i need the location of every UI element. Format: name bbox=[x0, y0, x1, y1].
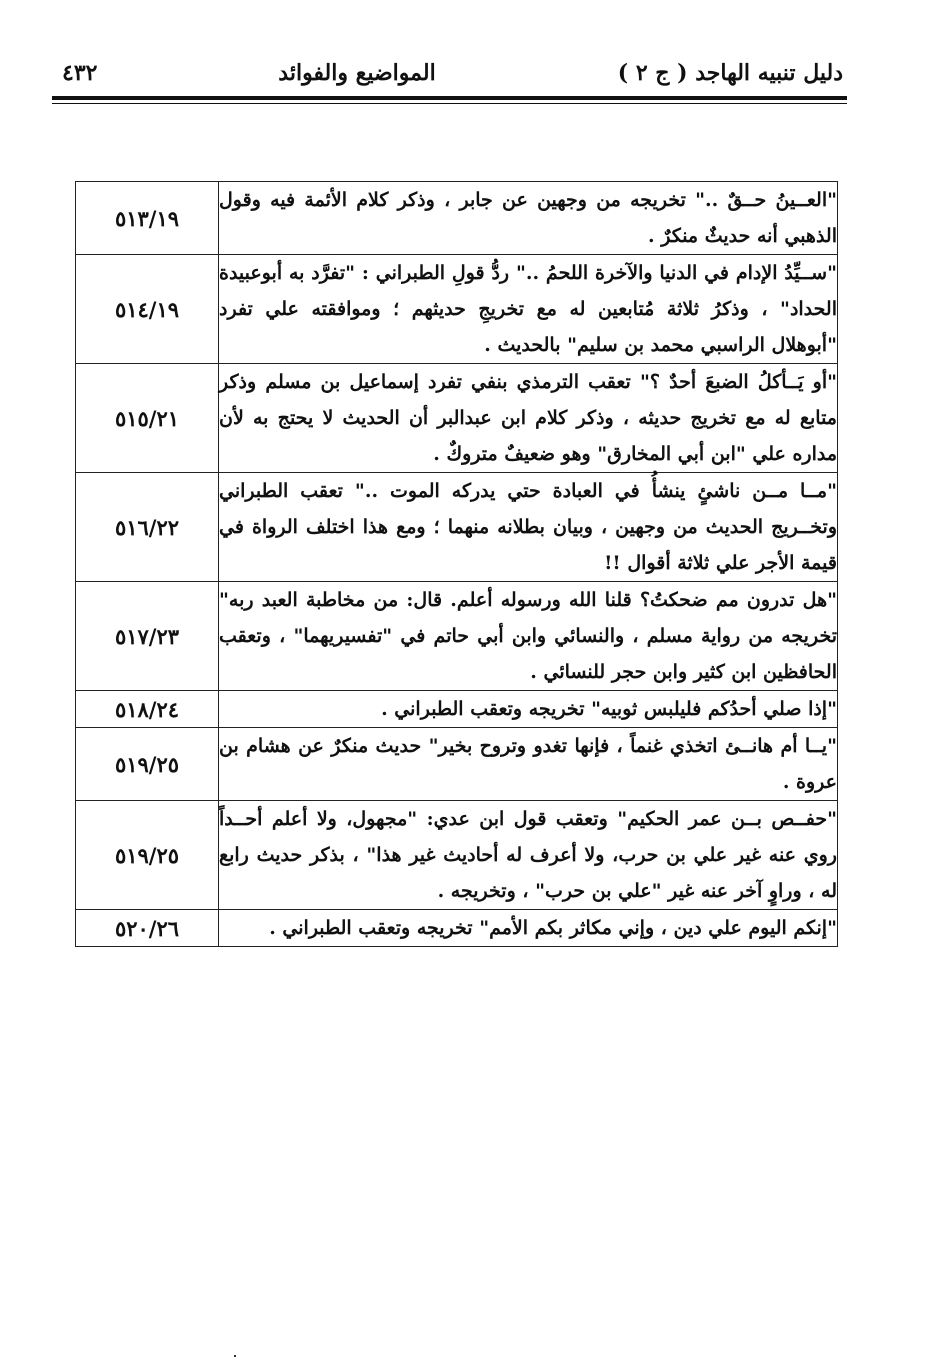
description-cell: "مــا مــن ناشئٍ ينشأُ في العبادة حتي يدركه الموت .." تعقب الطبراني وتخــريج الحديث من وجهين ، وبيان بطلانه منهما ؛ ومع هذا اختلف الرواة في قيمة الأجر علي ثلاثة أقوال !! bbox=[219, 473, 838, 582]
index-table bbox=[75, 181, 838, 947]
description-cell: "أو يَــأكلُ الضبعَ أحدٌ ؟" تعقب الترمذي بنفي تفرد إسماعيل بن مسلم وذكر متابع له مع تخريج حديثه ، وذكر كلام ابن عبدالبر أن الحديث لا يحتج به لأن مداره علي "ابن أبي المخارق" وهو ضعيفٌ متروكٌ . bbox=[219, 364, 838, 473]
reference-cell: ٥١٦/٢٢ bbox=[76, 473, 219, 582]
book-title: دليل تنبيه الهاجد ( ج ٢ ) bbox=[617, 60, 843, 86]
reference-cell: ٥١٣/١٩ bbox=[76, 182, 219, 255]
table-row bbox=[76, 691, 838, 728]
table-row bbox=[76, 801, 838, 910]
section-title: المواضيع والفوائد bbox=[278, 60, 436, 86]
reference-cell: ٥١٩/٢٥ bbox=[76, 801, 219, 910]
table-row bbox=[76, 728, 838, 801]
reference-cell: ٥١٧/٢٣ bbox=[76, 582, 219, 691]
table-row bbox=[76, 182, 838, 255]
description-cell: "حفــص بــن عمر الحكيم" وتعقب قول ابن عدي: "مجهول، ولا أعلم أحــداً روي عنه غير علي بن حرب، ولا أعرف له أحاديث غير هذا" ، بذكر حديث رابع له ، وراوٍ آخر عنه غير "علي بن حرب" ، وتخريجه . bbox=[219, 801, 838, 910]
description-cell: "هل تدرون مم ضحكتُ؟ قلنا الله ورسوله أعلم. قال: من مخاطبة العبد ربه" تخريجه من رواية مسلم ، والنسائي وابن أبي حاتم في "تفسيريهما" ، وتعقب الحافظين ابن كثير وابن حجر للنسائي . bbox=[219, 582, 838, 691]
scan-speck bbox=[234, 1355, 236, 1357]
description-cell: "ســيِّدُ الإدام في الدنيا والآخرة اللحمُ .." ردُّ قولِ الطبراني : "تفرَّد به أبوعبيدة الحداد" ، وذكرُ ثلاثة مُتابعين له مع تخريجِ حديثهم ؛ وموافقته علي تفرد "أبوهلال الراسبي محمد بن سليم" بالحديث . bbox=[219, 255, 838, 364]
page-number: ٤٣٢ bbox=[62, 60, 98, 86]
description-cell: "إنكم اليوم علي دين ، وإني مكاثر بكم الأمم" تخريجه وتعقب الطبراني . bbox=[219, 910, 838, 947]
table-row bbox=[76, 473, 838, 582]
header-rule-thin bbox=[52, 103, 847, 104]
reference-cell: ٥١٥/٢١ bbox=[76, 364, 219, 473]
description-cell: "يــا أم هانــئ اتخذي غنماً ، فإنها تغدو وتروح بخير" حديث منكرٌ عن هشام بن عروة . bbox=[219, 728, 838, 801]
reference-cell: ٥٢٠/٢٦ bbox=[76, 910, 219, 947]
page-header bbox=[52, 52, 847, 96]
table-row bbox=[76, 364, 838, 473]
table-row bbox=[76, 910, 838, 947]
header-rule-thick bbox=[52, 96, 847, 100]
description-cell: "إذا صلي أحدُكم فليلبس ثوبيه" تخريجه وتعقب الطبراني . bbox=[219, 691, 838, 728]
description-cell: "العــينُ حــقٌ .." تخريجه من وجهين عن جابر ، وذكر كلام الأئمة فيه وقول الذهبي أنه حديثٌ منكرٌ . bbox=[219, 182, 838, 255]
table-row bbox=[76, 582, 838, 691]
table-row bbox=[76, 255, 838, 364]
reference-cell: ٥١٤/١٩ bbox=[76, 255, 219, 364]
reference-cell: ٥١٩/٢٥ bbox=[76, 728, 219, 801]
reference-cell: ٥١٨/٢٤ bbox=[76, 691, 219, 728]
